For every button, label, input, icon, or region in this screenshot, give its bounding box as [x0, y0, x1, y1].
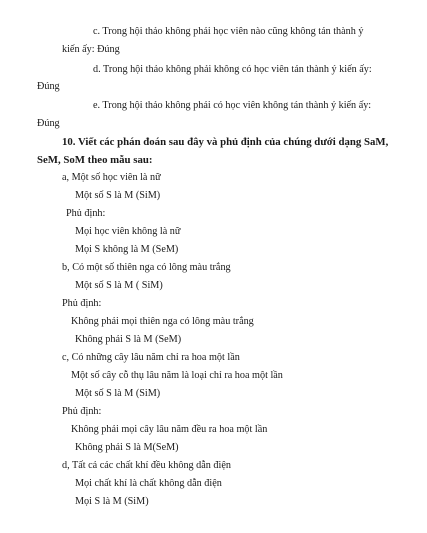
item-d-form: Mọi S là M (SiM)	[75, 496, 149, 507]
item-c-form: Một số S là M (SiM)	[75, 388, 161, 399]
question-10-heading-line-1: 10. Viết các phán đoán sau đây và phủ định của chúng dưới dạng SaM,	[62, 136, 389, 148]
item-b-form: Một số S là M ( SiM)	[75, 280, 163, 291]
item-b-negation-statement: Không phải mọi thiên nga có lông màu trắng	[71, 316, 254, 327]
option-d-line-2: Đúng	[37, 81, 60, 92]
option-e-line-2: Đúng	[37, 118, 60, 129]
item-b-negation-form: Không phải S là M (SeM)	[75, 334, 182, 345]
option-c-line-2: kiến ấy: Đúng	[62, 44, 120, 55]
item-c-negation-statement: Không phải mọi cây lâu năm đều ra hoa một lần	[71, 424, 268, 435]
item-b-statement: b, Có một số thiên nga có lông màu trắng	[62, 262, 231, 273]
option-e-line-1: e. Trong hội thảo không phải có học viên không tán thành ý kiến ấy:	[93, 100, 372, 111]
question-10-heading-line-2: SeM, SoM theo mẫu sau:	[37, 154, 153, 166]
item-d-statement: d, Tất cả các chất khí đều không dẫn điện	[62, 460, 231, 471]
option-c-line-1: c. Trong hội thảo không phải học viên nào cũng không tán thành ý	[93, 26, 364, 37]
item-a-negation-form: Mọi S không là M (SeM)	[75, 244, 179, 255]
item-d-example: Mọi chất khí là chất không dẫn điện	[75, 478, 222, 489]
item-c-negation-label: Phủ định:	[62, 406, 102, 417]
item-b-negation-label: Phủ định:	[62, 298, 102, 309]
item-a-statement: a, Một số học viên là nữ	[62, 172, 161, 183]
item-c-statement: c, Có những cây lâu năm chỉ ra hoa một lần	[62, 352, 240, 363]
item-a-form: Một số S là M (SiM)	[75, 190, 161, 201]
item-c-negation-form: Không phải S là M(SeM)	[75, 442, 179, 453]
item-a-negation-statement: Mọi học viên không là nữ	[75, 226, 181, 237]
option-d-line-1: d. Trong hội thảo không phải không có học viên tán thành ý kiến ấy:	[93, 64, 372, 75]
item-c-example: Một số cây cỗ thụ lâu năm là loại chỉ ra hoa một lần	[71, 370, 283, 381]
item-a-negation-label: Phủ định:	[66, 208, 106, 219]
